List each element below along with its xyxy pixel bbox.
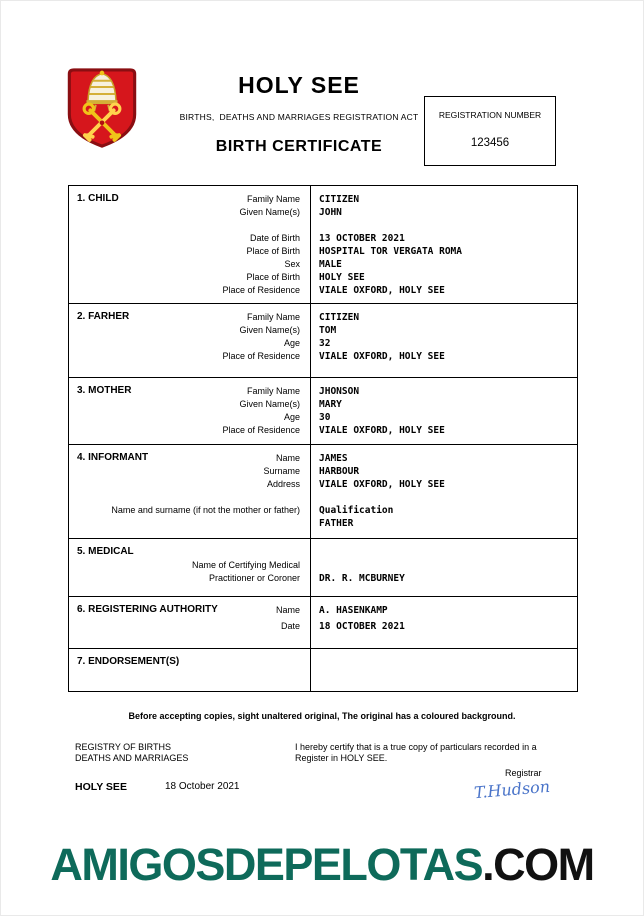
field-label: Surname: [263, 466, 300, 476]
field-label: Place of Residence: [222, 351, 300, 361]
field-value: HARBOUR: [319, 466, 360, 477]
document-header: [144, 72, 454, 156]
certificate-form-table: [68, 185, 578, 692]
section-registering-authority-title: 6. REGISTERING AUTHORITY: [77, 604, 218, 615]
field-value: HOLY SEE: [319, 272, 365, 283]
section-child: [69, 186, 577, 304]
field-label: Name of Certifying Medical: [191, 560, 300, 570]
field-label: Date of Birth: [249, 233, 300, 243]
field-label: Name and surname (if not the mother or father): [111, 505, 300, 515]
certificate-type-heading: BIRTH CERTIFICATE: [215, 138, 383, 155]
section-mother: [69, 378, 577, 445]
section-registering-authority: [69, 597, 577, 649]
field-label: [77, 517, 300, 530]
document-title: HOLY SEE: [238, 72, 360, 98]
section-father-title: 2. FARHER: [77, 311, 130, 322]
field-value: JOHN: [319, 207, 342, 218]
copies-notice: Before accepting copies, sight unaltered original, The original has a coloured background.: [128, 711, 516, 721]
field-value: MALE: [319, 259, 342, 270]
field-label: Given Name(s): [239, 207, 300, 217]
section-father: [69, 304, 577, 378]
section-informant-title: 4. INFORMANT: [77, 452, 149, 463]
field-value: A. HASENKAMP: [319, 605, 388, 616]
issue-place: HOLY SEE: [75, 781, 127, 793]
field-value: JHONSON: [319, 386, 360, 397]
field-label: Given Name(s): [239, 399, 300, 409]
field-label: Sex: [284, 259, 300, 269]
registration-act-subtitle: BIRTHS, DEATHS AND MARRIAGES REGISTRATION ACT: [179, 112, 419, 122]
registrar-signature: T.Hudson: [473, 776, 551, 803]
section-endorsements: [69, 649, 577, 691]
watermark-name: AMIGOSDEPELOTAS: [50, 839, 483, 890]
field-label: Given Name(s): [239, 325, 300, 335]
field-label: Address: [266, 479, 300, 489]
field-value: 18 OCTOBER 2021: [319, 621, 405, 632]
registration-number-box: [424, 96, 556, 166]
field-value: DR. R. MCBURNEY: [319, 573, 405, 584]
section-medical: [69, 539, 577, 597]
field-value: VIALE OXFORD, HOLY SEE: [319, 285, 445, 296]
field-label: Place of Birth: [246, 272, 300, 282]
watermark-tld: .COM: [482, 839, 594, 890]
field-label: Family Name: [246, 312, 300, 322]
field-label: Age: [283, 338, 300, 348]
field-value: VIALE OXFORD, HOLY SEE: [319, 425, 445, 436]
field-label: Age: [283, 412, 300, 422]
field-value: Qualification: [319, 505, 394, 516]
field-value: 30: [319, 412, 331, 423]
field-label: Place of Residence: [222, 425, 300, 435]
field-value: CITIZEN: [319, 194, 360, 205]
field-value: MARY: [319, 399, 342, 410]
registration-number-label: REGISTRATION NUMBER: [438, 110, 542, 120]
field-value: TOM: [319, 325, 337, 336]
field-value: [319, 559, 569, 572]
registry-line-1: REGISTRY OF BIRTHS: [75, 742, 172, 752]
field-label: Place of Residence: [222, 285, 300, 295]
field-label: Family Name: [246, 194, 300, 204]
section-mother-title: 3. MOTHER: [77, 385, 132, 396]
field-label: Practitioner or Coroner: [208, 573, 300, 583]
field-value: 13 OCTOBER 2021: [319, 233, 405, 244]
registrar-label: Registrar: [505, 768, 542, 778]
section-informant: [69, 445, 577, 539]
field-value: VIALE OXFORD, HOLY SEE: [319, 479, 445, 490]
issue-date: 18 October 2021: [165, 781, 240, 792]
section-child-title: 1. CHILD: [77, 193, 119, 204]
field-value: HOSPITAL TOR VERGATA ROMA: [319, 246, 462, 257]
registry-line-2: DEATHS AND MARRIAGES: [75, 753, 189, 763]
field-value: VIALE OXFORD, HOLY SEE: [319, 351, 445, 362]
field-value: FATHER: [319, 518, 354, 529]
field-value: JAMES: [319, 453, 348, 464]
holy-see-coat-of-arms-icon: [62, 66, 142, 150]
watermark-brand: [0, 839, 644, 891]
section-endorsements-title: 7. ENDORSEMENT(S): [77, 656, 180, 667]
registry-name: [75, 742, 188, 764]
field-value: 32: [319, 338, 331, 349]
registration-number-value: 123456: [470, 137, 510, 149]
field-label: Place of Birth: [246, 246, 300, 256]
field-label: Name: [275, 453, 300, 463]
field-label: Name: [275, 605, 300, 615]
field-label: Date: [280, 621, 300, 631]
section-medical-title: 5. MEDICAL: [77, 546, 134, 557]
field-label: Family Name: [246, 386, 300, 396]
field-value: CITIZEN: [319, 312, 360, 323]
certification-statement: I hereby certify that is a true copy of particulars recorded in a Register in HOLY SEE.: [295, 742, 537, 763]
